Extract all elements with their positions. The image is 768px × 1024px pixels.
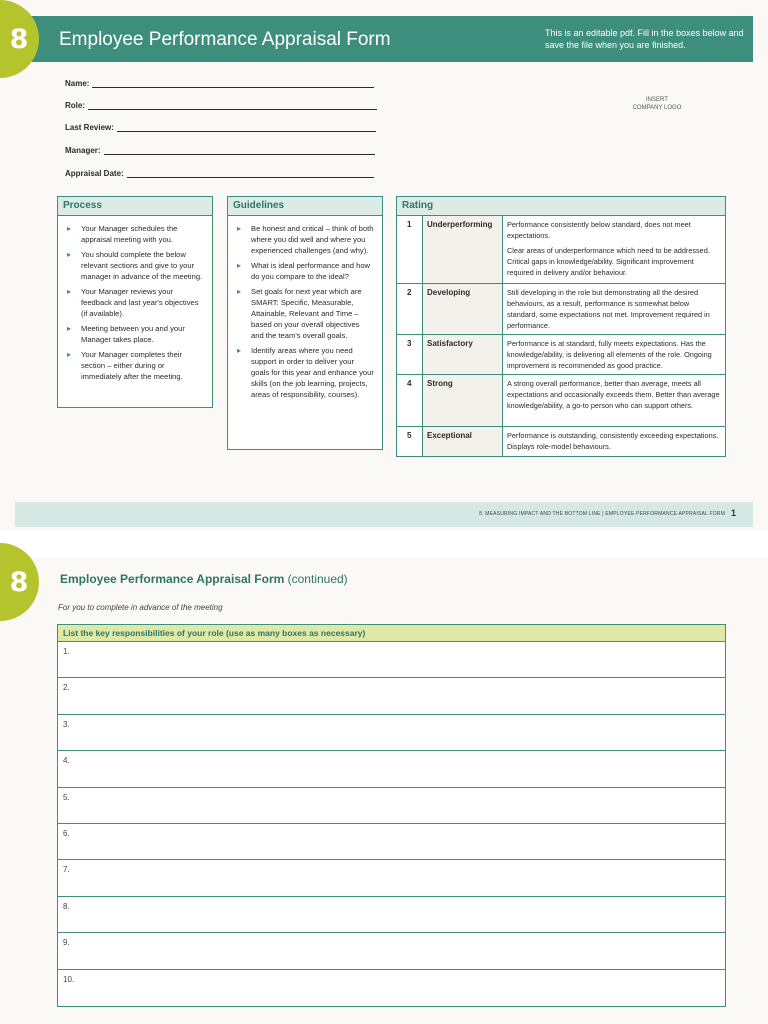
list-item: ▸ Set goals for next year which are SMART: Specific, Measurable, Attainable, Relevant and Time – based on your overall objectives and the team's overall goals. (236, 286, 374, 341)
company-logo-placeholder: INSERT COMPANY LOGO (632, 97, 682, 111)
section-badge: 8 (0, 543, 39, 621)
list-item: ▸ Be honest and critical – think of both where you did well and where you experienced challenges (and why). (236, 223, 374, 256)
page-number: 1 (730, 508, 736, 518)
responsibility-input[interactable]: 1. (58, 642, 725, 678)
guidelines-box (227, 196, 383, 450)
list-item: ▸ What is ideal performance and how do you compare to the ideal? (236, 260, 374, 282)
rating-name: Exceptional (423, 427, 503, 456)
rating-number: 4 (397, 375, 423, 426)
responsibility-input[interactable]: 4. (58, 751, 725, 787)
page-gap (0, 530, 768, 558)
table-row (397, 375, 725, 427)
footer-text: 8. MEASURING IMPACT AND THE BOTTOM LINE | EMPLOYEE PERFORMANCE APPRAISAL FORM (479, 511, 725, 517)
name-label: Name: (65, 79, 90, 88)
last-review-input-line[interactable] (117, 123, 376, 132)
process-heading: Process (58, 197, 212, 216)
list-item: ▸ Meeting between you and your Manager takes place. (66, 323, 204, 345)
list-item: ▸ Identify areas where you need support in order to deliver your goals for this year and enhance your skills (on the job learning, projects, areas of responsibility, courses). (236, 345, 374, 400)
rating-description (503, 216, 725, 283)
guidelines-list (228, 216, 382, 408)
rating-name: Developing (423, 284, 503, 334)
rating-table (396, 196, 726, 457)
rating-description (503, 284, 725, 334)
rating-description (503, 427, 725, 456)
table-row (397, 335, 725, 375)
role-label: Role: (65, 101, 85, 110)
responsibility-input[interactable]: 7. (58, 860, 725, 896)
rating-description-text: Clear areas of underperformance which need to be addressed. Critical gaps in knowledge/ability. Significant improvement required in delivery and/or behaviour. (507, 246, 710, 277)
appraisal-date-input-line[interactable] (127, 169, 374, 178)
responsibility-input[interactable]: 8. (58, 897, 725, 933)
name-input-line[interactable] (92, 79, 374, 88)
responsibilities-table (57, 624, 726, 1007)
manager-input-line[interactable] (104, 146, 375, 155)
rating-number: 3 (397, 335, 423, 374)
appraisal-date-label: Appraisal Date: (65, 169, 124, 178)
appraisal-date-field[interactable] (65, 169, 374, 178)
rating-heading: Rating (397, 197, 725, 216)
editable-note: This is an editable pdf. Fill in the boxes below and save the file when you are finished. (545, 28, 744, 50)
table-row (397, 284, 725, 335)
rating-description-text: Performance consistently below standard, does not meet expectations. (507, 220, 691, 240)
header-band (15, 16, 753, 62)
process-list (58, 216, 212, 390)
rating-name: Strong (423, 375, 503, 426)
rating-number: 2 (397, 284, 423, 334)
page-2-title-suffix: (continued) (287, 572, 348, 586)
manager-label: Manager: (65, 146, 101, 155)
responsibility-input[interactable]: 10. (63, 974, 75, 984)
page-2-subtitle: For you to complete in advance of the meeting (58, 603, 223, 612)
responsibility-input[interactable]: 5. (58, 788, 725, 824)
table-row (397, 427, 725, 456)
rating-name: Satisfactory (423, 335, 503, 374)
role-field[interactable] (65, 101, 377, 110)
list-item: ▸ Your Manager completes their section – either during or immediately after the meeting. (66, 349, 204, 382)
rating-description (503, 375, 725, 426)
rating-number: 1 (397, 216, 423, 283)
section-badge: 8 (0, 0, 39, 78)
guidelines-heading: Guidelines (228, 197, 382, 216)
name-field[interactable] (65, 79, 374, 88)
table-row (397, 216, 725, 284)
responsibility-input[interactable]: 6. (58, 824, 725, 860)
responsibility-input[interactable]: 2. (58, 678, 725, 714)
responsibilities-header: List the key responsibilities of your role (use as many boxes as necessary) (58, 625, 725, 642)
last-review-label: Last Review: (65, 123, 114, 132)
process-box (57, 196, 213, 408)
rating-description-text: Performance is outstanding, consistently exceeding expectations. Displays role-model behaviours. (507, 431, 719, 451)
rating-name: Underperforming (423, 216, 503, 283)
responsibility-input[interactable]: 9. (58, 933, 725, 969)
rating-description-text: A strong overall performance, better than average, meets all expectations and occasionally exceeds them. Better than average knowledge/ability, a go-to person who can support others. (507, 379, 720, 410)
role-input-line[interactable] (88, 101, 377, 110)
page-footer (15, 502, 753, 527)
page-2-title-main: Employee Performance Appraisal Form (60, 572, 285, 586)
last-review-field[interactable] (65, 123, 376, 132)
rating-description-text: Performance is at standard, fully meets expectations. Has the knowledge/ability, is delivering all elements of the role. Ongoing improvement is recommended as good practice. (507, 339, 712, 370)
rating-description (503, 335, 725, 374)
list-item: ▸ Your Manager schedules the appraisal meeting with you. (66, 223, 204, 245)
page-title: Employee Performance Appraisal Form (59, 29, 391, 50)
page-2-title (60, 572, 348, 586)
rating-number: 5 (397, 427, 423, 456)
list-item: ▸ You should complete the below relevant sections and give to your manager in advance of the meeting. (66, 249, 204, 282)
rating-description-text: Still developing in the role but demonstrating all the desired behaviours, as a result, performance is somewhat below standard, some expectations not met. Improvement required in performance. (507, 288, 710, 330)
manager-field[interactable] (65, 146, 375, 155)
responsibility-input[interactable]: 3. (58, 715, 725, 751)
list-item: ▸ Your Manager reviews your feedback and last year's objectives (if available). (66, 286, 204, 319)
